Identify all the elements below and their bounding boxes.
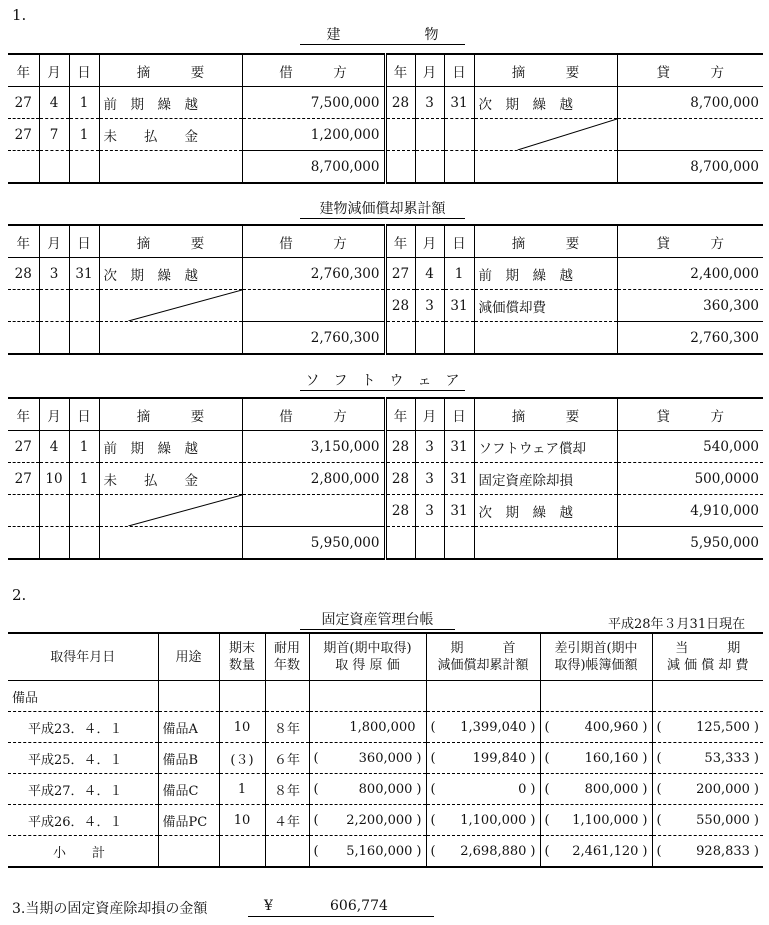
yen-sign: ¥ bbox=[264, 898, 273, 914]
header-summary: 摘 要 bbox=[474, 225, 617, 258]
cell-empty bbox=[219, 836, 265, 868]
cell-quantity bbox=[219, 712, 265, 743]
header-credit: 貸 方 bbox=[617, 54, 763, 87]
header-useful-life bbox=[265, 633, 309, 681]
ledger-title-software: ソ フ ト ウ ェ ア bbox=[300, 373, 465, 391]
acquisition-date: 平成27．４．１ bbox=[28, 783, 123, 799]
cell-subtotal-accum bbox=[426, 836, 540, 868]
cell-summary: 未 払 金 bbox=[99, 463, 242, 495]
header-year: 年 bbox=[8, 398, 39, 431]
ledger-title-accumulated-depreciation: 建物減価償却累計額 bbox=[300, 201, 465, 219]
subtotal-row bbox=[8, 836, 763, 868]
cell-accumulated-depreciation-value: 199,840 bbox=[472, 750, 527, 766]
cell-book-value bbox=[540, 712, 652, 743]
cell-debit: 1,200,000 bbox=[242, 119, 385, 151]
header-debit: 借 方 bbox=[242, 398, 385, 431]
cell-month: 4 bbox=[39, 87, 69, 119]
cell-book-value bbox=[540, 805, 652, 836]
cell-subtotal-cost-value: 5,160,000 bbox=[346, 843, 413, 859]
ledger-header-row bbox=[8, 225, 763, 258]
ledger-header-row bbox=[8, 398, 763, 431]
fixed-asset-rows bbox=[8, 711, 763, 868]
cell-summary: 次 期 繰 越 bbox=[99, 258, 242, 290]
cell-accumulated-depreciation bbox=[426, 712, 540, 743]
header-book-line2: 取得)帳簿価額 bbox=[554, 658, 638, 673]
cell-accumulated-depreciation-value: 1,399,040 bbox=[460, 719, 527, 735]
paren-open: ( bbox=[544, 843, 550, 859]
ledger-row bbox=[8, 431, 763, 463]
cell-month: 3 bbox=[415, 463, 444, 495]
header-month: 月 bbox=[415, 54, 444, 87]
cell-empty bbox=[265, 836, 309, 868]
header-month: 月 bbox=[39, 225, 69, 258]
header-quantity-line1: 期末 bbox=[228, 641, 255, 656]
cell-year: 27 bbox=[8, 463, 39, 495]
cell-book-value-value: 1,100,000 bbox=[572, 812, 639, 828]
cell-credit: 360,300 bbox=[617, 290, 763, 322]
header-credit: 貸 方 bbox=[617, 225, 763, 258]
cell-summary: 前 期 繰 越 bbox=[474, 258, 617, 290]
header-year: 年 bbox=[385, 54, 415, 87]
paren-open: ( bbox=[313, 781, 319, 797]
cell-depreciation-expense-value: 125,500 bbox=[696, 719, 750, 735]
paren-close: ) bbox=[753, 781, 759, 797]
cell-credit: 500,0000 bbox=[617, 463, 763, 495]
cell-book-value-value: 400,960 bbox=[584, 719, 639, 735]
cell-use bbox=[158, 805, 219, 836]
paren-open: ( bbox=[544, 750, 550, 766]
cell-quantity bbox=[219, 774, 265, 805]
paren-open: ( bbox=[656, 812, 662, 828]
cell-day: 31 bbox=[444, 290, 474, 322]
cell-year: 27 bbox=[8, 431, 39, 463]
paren-close: ) bbox=[753, 812, 759, 828]
paren-close: ) bbox=[416, 781, 422, 797]
cell-acquisition-cost-value: 2,200,000 bbox=[346, 812, 413, 828]
fixed-asset-register-title: 固定資産管理台帳 bbox=[300, 612, 455, 630]
paren-open: ( bbox=[544, 812, 550, 828]
cell-debit-total: 5,950,000 bbox=[242, 527, 385, 560]
cell-accumulated-depreciation-value: 1,100,000 bbox=[460, 812, 527, 828]
cell-summary: 前 期 繰 越 bbox=[99, 87, 242, 119]
header-day: 日 bbox=[69, 54, 99, 87]
cell-depreciation-expense bbox=[652, 712, 763, 743]
header-summary: 摘 要 bbox=[474, 54, 617, 87]
cell-debit-total: 8,700,000 bbox=[242, 151, 385, 184]
paren-close: ) bbox=[530, 843, 536, 859]
paren-close: ) bbox=[753, 843, 759, 859]
header-depreciation-expense bbox=[652, 633, 763, 681]
quantity: (３) bbox=[230, 752, 254, 768]
paren-close: ) bbox=[530, 781, 536, 797]
paren-open: ( bbox=[544, 781, 550, 797]
paren-open: ( bbox=[313, 843, 319, 859]
cell-credit-total: 2,760,300 bbox=[617, 322, 763, 355]
cell-subtotal-book bbox=[540, 836, 652, 868]
ledger-row bbox=[8, 87, 763, 119]
ledger-software bbox=[8, 397, 763, 560]
header-day: 日 bbox=[69, 225, 99, 258]
header-debit: 借 方 bbox=[242, 54, 385, 87]
paren-open: ( bbox=[430, 843, 436, 859]
loss-on-disposal-amount: 606,774 bbox=[330, 898, 388, 914]
quantity: 10 bbox=[233, 812, 251, 828]
cell-use bbox=[158, 774, 219, 805]
ledger-total-row bbox=[8, 322, 763, 355]
cell-credit: 540,000 bbox=[617, 431, 763, 463]
ledger-row bbox=[8, 119, 763, 151]
register-header-row bbox=[8, 633, 763, 681]
cell-summary: 未 払 金 bbox=[99, 119, 242, 151]
acquisition-date: 平成23．４．１ bbox=[28, 721, 123, 737]
cell-day: 1 bbox=[69, 431, 99, 463]
header-quantity-line2: 数量 bbox=[228, 658, 255, 673]
amount-answer-line bbox=[248, 898, 434, 917]
paren-close: ) bbox=[642, 843, 648, 859]
cell-subtotal-cost bbox=[309, 836, 426, 868]
cell-month: 3 bbox=[415, 495, 444, 527]
cell-credit: 2,400,000 bbox=[617, 258, 763, 290]
cell-acquisition-cost bbox=[309, 805, 426, 836]
cell-book-value bbox=[540, 774, 652, 805]
header-day: 日 bbox=[69, 398, 99, 431]
header-dep-line2: 減 価 償 却 費 bbox=[666, 658, 749, 673]
paren-open: ( bbox=[313, 812, 319, 828]
section-3-label: 3.当期の固定資産除却損の金額 bbox=[12, 901, 208, 917]
paren-close: ) bbox=[530, 750, 536, 766]
paren-open: ( bbox=[430, 781, 436, 797]
cell-quantity bbox=[219, 805, 265, 836]
cell-month: 3 bbox=[415, 431, 444, 463]
ledger-building bbox=[8, 53, 763, 184]
paren-close: ) bbox=[642, 750, 648, 766]
subtotal-label: 小 計 bbox=[53, 845, 106, 861]
cell-day: 31 bbox=[69, 258, 99, 290]
cell-day: 1 bbox=[69, 119, 99, 151]
cell-book-value-value: 800,000 bbox=[584, 781, 639, 797]
cell-debit-total: 2,760,300 bbox=[242, 322, 385, 355]
cell-debit: 2,760,300 bbox=[242, 258, 385, 290]
cell-depreciation-expense bbox=[652, 805, 763, 836]
section-2-number: 2. bbox=[12, 586, 27, 604]
cell-subtotal-dep bbox=[652, 836, 763, 868]
header-accum-line1: 期 首 bbox=[450, 641, 516, 656]
cell-subtotal-accum-value: 2,698,880 bbox=[460, 843, 527, 859]
cell-acquisition-cost bbox=[309, 774, 426, 805]
cell-month: 4 bbox=[415, 258, 444, 290]
cell-month: 3 bbox=[415, 290, 444, 322]
ledger-header-row bbox=[8, 54, 763, 87]
paren-close: ) bbox=[753, 750, 759, 766]
acquisition-date: 平成26．４．１ bbox=[28, 814, 123, 830]
cell-accumulated-depreciation bbox=[426, 774, 540, 805]
cell-empty bbox=[158, 836, 219, 868]
paren-close: ) bbox=[530, 812, 536, 828]
cell-summary: 前 期 繰 越 bbox=[99, 431, 242, 463]
cell-debit: 3,150,000 bbox=[242, 431, 385, 463]
cell-acquisition-cost-value: 360,000 bbox=[358, 750, 413, 766]
cell-day: 1 bbox=[69, 87, 99, 119]
ledger-row bbox=[8, 495, 763, 527]
useful-life: ４年 bbox=[273, 814, 300, 830]
header-day: 日 bbox=[444, 54, 474, 87]
ledger-row bbox=[8, 463, 763, 495]
cell-month: 7 bbox=[39, 119, 69, 151]
cell-acquisition-date bbox=[8, 743, 158, 774]
header-cost-line1: 期首(期中取得) bbox=[323, 641, 412, 656]
cell-subtotal-book-value: 2,461,120 bbox=[572, 843, 639, 859]
header-quantity bbox=[219, 633, 265, 681]
cell-summary: 次 期 繰 越 bbox=[474, 495, 617, 527]
ledger-title-building: 建 物 bbox=[300, 27, 465, 45]
cell-year: 28 bbox=[8, 258, 39, 290]
cell-depreciation-expense bbox=[652, 774, 763, 805]
cell-acquisition-cost bbox=[309, 712, 426, 743]
paren-close: ) bbox=[642, 719, 648, 735]
header-summary: 摘 要 bbox=[99, 225, 242, 258]
useful-life: ８年 bbox=[273, 721, 300, 737]
paren-close: ) bbox=[416, 812, 422, 828]
header-life-line2: 年数 bbox=[273, 658, 300, 673]
cell-useful-life bbox=[265, 774, 309, 805]
header-year: 年 bbox=[385, 225, 415, 258]
cell-accumulated-depreciation bbox=[426, 805, 540, 836]
header-year: 年 bbox=[8, 225, 39, 258]
header-year: 年 bbox=[8, 54, 39, 87]
paren-open: ( bbox=[430, 812, 436, 828]
cell-day: 1 bbox=[69, 463, 99, 495]
cell-month: 3 bbox=[39, 258, 69, 290]
header-accum-line2: 減価償却累計額 bbox=[437, 658, 529, 673]
cell-depreciation-expense-value: 53,333 bbox=[704, 750, 750, 766]
header-acquisition-cost bbox=[309, 633, 426, 681]
cell-year: 28 bbox=[385, 463, 415, 495]
header-book-value bbox=[540, 633, 652, 681]
cell-credit-total: 8,700,000 bbox=[617, 151, 763, 184]
cell-acquisition-date bbox=[8, 805, 158, 836]
paren-open: ( bbox=[656, 843, 662, 859]
cell-quantity bbox=[219, 743, 265, 774]
paren-open: ( bbox=[656, 750, 662, 766]
cell-acquisition-cost bbox=[309, 743, 426, 774]
useful-life: ８年 bbox=[273, 783, 300, 799]
quantity: 1 bbox=[237, 781, 247, 797]
cell-acquisition-date bbox=[8, 712, 158, 743]
header-month: 月 bbox=[415, 225, 444, 258]
cell-use bbox=[158, 712, 219, 743]
header-use: 用途 bbox=[158, 633, 219, 681]
cell-month: 10 bbox=[39, 463, 69, 495]
header-summary: 摘 要 bbox=[99, 398, 242, 431]
header-month: 月 bbox=[39, 54, 69, 87]
fixed-asset-register bbox=[8, 632, 763, 711]
cell-summary: 固定資産除却損 bbox=[474, 463, 617, 495]
header-month: 月 bbox=[39, 398, 69, 431]
cell-depreciation-expense-value: 200,000 bbox=[696, 781, 750, 797]
cell-day: 31 bbox=[444, 495, 474, 527]
category-row bbox=[8, 681, 763, 712]
cell-summary: 減価償却費 bbox=[474, 290, 617, 322]
header-cost-line2: 取 得 原 価 bbox=[335, 658, 400, 673]
cell-credit: 8,700,000 bbox=[617, 87, 763, 119]
register-row bbox=[8, 805, 763, 836]
category-equipment: 備品 bbox=[8, 681, 158, 712]
use: 備品PC bbox=[162, 814, 208, 830]
header-day: 日 bbox=[444, 225, 474, 258]
ledger-accumulated-depreciation bbox=[8, 224, 763, 355]
cell-year: 28 bbox=[385, 495, 415, 527]
use: 備品B bbox=[162, 752, 199, 768]
acquisition-date: 平成25．４．１ bbox=[28, 752, 123, 768]
paren-close: ) bbox=[416, 843, 422, 859]
register-row bbox=[8, 743, 763, 774]
paren-open: ( bbox=[656, 719, 662, 735]
paren-open: ( bbox=[544, 719, 550, 735]
paren-open: ( bbox=[430, 750, 436, 766]
header-credit: 貸 方 bbox=[617, 398, 763, 431]
cell-book-value-value: 160,160 bbox=[584, 750, 639, 766]
header-accumulated-depreciation bbox=[426, 633, 540, 681]
cell-useful-life bbox=[265, 805, 309, 836]
register-row bbox=[8, 712, 763, 743]
cell-credit: 4,910,000 bbox=[617, 495, 763, 527]
cell-day: 31 bbox=[444, 87, 474, 119]
cell-accumulated-depreciation-value: 0 bbox=[518, 781, 527, 797]
header-year: 年 bbox=[385, 398, 415, 431]
quantity: 10 bbox=[233, 719, 251, 735]
as-of-date: 平成28年３月31日現在 bbox=[608, 617, 746, 632]
paren-close: ) bbox=[753, 719, 759, 735]
header-book-line1: 差引期首(期中 bbox=[554, 641, 638, 656]
cell-year: 27 bbox=[8, 87, 39, 119]
paren-close: ) bbox=[416, 750, 422, 766]
cell-subtotal-dep-value: 928,833 bbox=[696, 843, 750, 859]
paren-close: ) bbox=[642, 812, 648, 828]
cell-year: 28 bbox=[385, 87, 415, 119]
cell-summary: ソフトウェア償却 bbox=[474, 431, 617, 463]
cell-depreciation-expense bbox=[652, 743, 763, 774]
paren-close: ) bbox=[530, 719, 536, 735]
closing-diagonal-line bbox=[474, 119, 617, 151]
cell-summary: 次 期 繰 越 bbox=[474, 87, 617, 119]
closing-diagonal-line bbox=[99, 290, 242, 322]
cell-month: 3 bbox=[415, 87, 444, 119]
header-acquisition-date: 取得年月日 bbox=[8, 633, 158, 681]
cell-book-value bbox=[540, 743, 652, 774]
cell-year: 28 bbox=[385, 431, 415, 463]
header-summary: 摘 要 bbox=[99, 54, 242, 87]
cell-day: 31 bbox=[444, 463, 474, 495]
cell-debit: 7,500,000 bbox=[242, 87, 385, 119]
cell-year: 27 bbox=[385, 258, 415, 290]
section-1-number: 1. bbox=[12, 6, 27, 24]
cell-acquisition-cost-value: 800,000 bbox=[358, 781, 413, 797]
ledger-row bbox=[8, 290, 763, 322]
cell-subtotal-label bbox=[8, 836, 158, 868]
header-life-line1: 耐用 bbox=[273, 641, 300, 656]
ledger-total-row bbox=[8, 151, 763, 184]
cell-use bbox=[158, 743, 219, 774]
cell-credit-total: 5,950,000 bbox=[617, 527, 763, 560]
useful-life: ６年 bbox=[273, 752, 300, 768]
acquisition-cost: 1,800,000 bbox=[349, 719, 416, 735]
cell-year: 28 bbox=[385, 290, 415, 322]
paren-open: ( bbox=[313, 750, 319, 766]
cell-day: 31 bbox=[444, 431, 474, 463]
register-row bbox=[8, 774, 763, 805]
header-month: 月 bbox=[415, 398, 444, 431]
cell-year: 27 bbox=[8, 119, 39, 151]
cell-depreciation-expense-value: 550,000 bbox=[696, 812, 750, 828]
ledger-row bbox=[8, 258, 763, 290]
cell-debit: 2,800,000 bbox=[242, 463, 385, 495]
header-summary: 摘 要 bbox=[474, 398, 617, 431]
closing-diagonal-line bbox=[99, 495, 242, 527]
header-dep-line1: 当 期 bbox=[675, 641, 741, 656]
cell-acquisition-date bbox=[8, 774, 158, 805]
use: 備品C bbox=[162, 783, 199, 799]
paren-open: ( bbox=[430, 719, 436, 735]
header-debit: 借 方 bbox=[242, 225, 385, 258]
paren-open: ( bbox=[656, 781, 662, 797]
header-day: 日 bbox=[444, 398, 474, 431]
cell-useful-life bbox=[265, 712, 309, 743]
cell-accumulated-depreciation bbox=[426, 743, 540, 774]
ledger-total-row bbox=[8, 527, 763, 560]
cell-day: 1 bbox=[444, 258, 474, 290]
cell-month: 4 bbox=[39, 431, 69, 463]
use: 備品A bbox=[162, 721, 198, 737]
cell-useful-life bbox=[265, 743, 309, 774]
paren-close: ) bbox=[642, 781, 648, 797]
